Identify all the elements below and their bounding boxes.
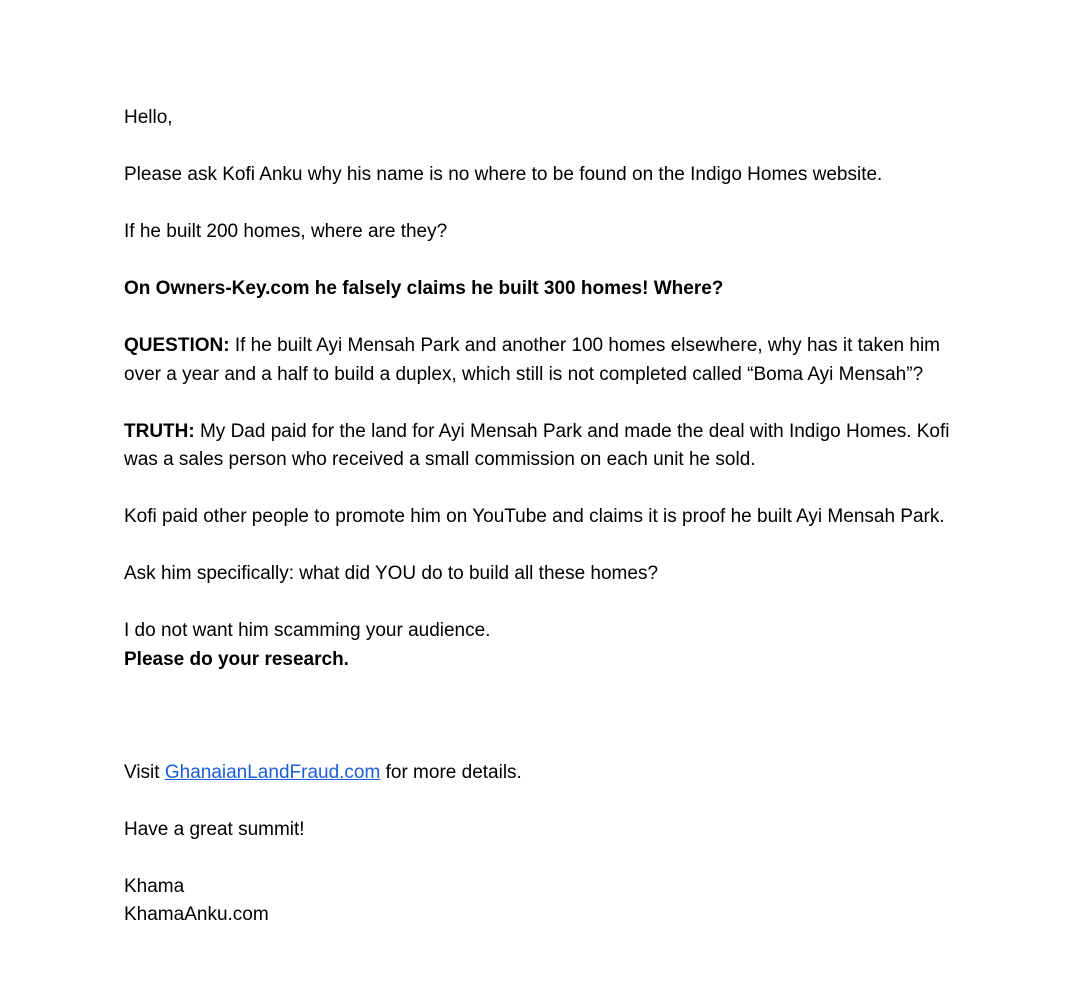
visit-before: Visit: [124, 761, 165, 783]
paragraph-website: Please ask Kofi Anku why his name is no where to be found on the Indigo Homes website.: [124, 164, 883, 185]
closing: Have a great summit!: [124, 818, 305, 840]
paragraph-research: [124, 646, 954, 675]
ghanaian-land-fraud-link[interactable]: GhanaianLandFraud.com: [164, 761, 381, 783]
signature-site: KhamaAnku.com: [124, 904, 269, 925]
paragraph-owners-key: [124, 275, 954, 304]
visit-after: for more details.: [380, 761, 522, 783]
question-label: QUESTION:: [124, 335, 230, 356]
truth-text: My Dad paid for the land for Ayi Mensah Park and made the deal with Indigo Homes. Kofi was a sales person who received a small commission on each unit he sold.: [124, 420, 950, 470]
truth-label: TRUTH:: [124, 420, 195, 442]
greeting: Hello,: [124, 107, 173, 128]
paragraph-200-homes: If he built 200 homes, where are they?: [124, 221, 448, 242]
signature-name: Khama: [124, 875, 185, 897]
bold-claim: On Owners-Key.com he falsely claims he built 300 homes! Where?: [124, 278, 724, 299]
paragraph-question: [124, 332, 954, 389]
paragraph-ask: Ask him specifically: what did YOU do to build all these homes?: [124, 563, 659, 584]
paragraph-truth: [124, 418, 954, 475]
paragraph-visit: [124, 759, 954, 788]
paragraph-audience: I do not want him scamming your audience.: [124, 620, 491, 641]
question-text: If he built Ayi Mensah Park and another 100 homes elsewhere, why has it taken him over a year and a half to build a duplex, which still is not completed called “Boma Ayi Mensah”?: [124, 335, 941, 385]
paragraph-youtube: Kofi paid other people to promote him on YouTube and claims it is proof he built Ayi Mensah Park.: [124, 506, 945, 527]
email-body: [124, 104, 954, 930]
research-text: Please do your research.: [124, 648, 349, 670]
